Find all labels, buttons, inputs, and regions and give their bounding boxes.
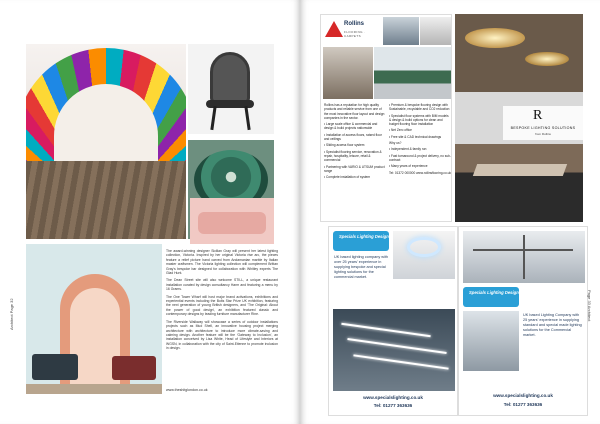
- page-folio-right: Page 33 Architect: [587, 290, 592, 322]
- specials-tel: Tel: 01277 363636: [373, 403, 413, 408]
- article-paragraph: The One Tower Wharf will host major brand activations, exhibitions and experiential events including the Bolts Star Prize UK exhibition, featuring the next generation of young British designers, and 'The Original: About the power of good design', an exhibition featured classic and contemporary designs by leading furniture manufacturer Rine.: [166, 294, 278, 317]
- article-body: [166, 249, 278, 354]
- right-page: [300, 0, 600, 424]
- office-ceiling-photo: [463, 311, 519, 371]
- ad-photo: [323, 47, 373, 99]
- ceiling-lights-photo: [455, 14, 583, 92]
- bespoke-lighting-advert: [455, 14, 583, 222]
- specials-logo: Specials Lighting Design: [333, 231, 389, 251]
- pink-sofa-photo: [190, 198, 274, 244]
- ad-photo: [383, 17, 419, 45]
- rollins-advert: [320, 14, 452, 222]
- article-paragraph: The award-winning designer Sicilian Gray will present her latest lighting collection, Victoria. Inspired by her original Victoria rise arc, the pieces feature a relief picture hand carved from Andamanian marble by Italian master craftsmen. The Victoria lighting collection will complement Brittan Gray's bespoke bar designed for collaboration with Whitley experts The Glad Hunt.: [166, 249, 278, 276]
- article-paragraph: The Dean Street site will also welcome STILL, a unique restaurant installation curated by design consultancy Harm and featuring a menu by 16 Grams.: [166, 278, 278, 292]
- rollins-logo: Rollins FLOORING · CARPETS: [323, 17, 381, 45]
- triangle-logo-icon: [325, 21, 343, 37]
- bridge-walkway: [26, 161, 186, 239]
- r-monogram: R: [533, 108, 543, 123]
- article-paragraph: The Riverside Walkway will showcase a series of outdoor installations projects such as Mud Shell, an innovative housing project merging architecture with architecture to introduce more climate-saving and calming design. Another feature will be the 'Gateway to Inclusion', an installation conceived by Lisa White, Head of Lifestyle and Interiors at WGSN, in collaboration with the city of Saint-Etienne to promote inclusion in design.: [166, 319, 278, 351]
- chair-photo: [188, 44, 274, 134]
- specials-description: UK based lighting company with over 25 years' experience in supplying bespoke and special lighting solutions for the commercial market.: [334, 255, 389, 279]
- arched-interior-photo: [26, 244, 162, 394]
- specials-advert-1: [328, 226, 458, 416]
- specials-url[interactable]: www.specialslighting.co.uk: [363, 395, 423, 400]
- rollins-copy-left: Rollins has a reputation for high quality products and reliable service from one of the most innovative floor layout and design companies in the sector. • Large scale office & commercial and design & build projects nationwide • Installation of access floors, raised floor and ceilings • Sliding access floor system • Specialist flooring service, renovation & repair, hospitality, leisure, retail & commercial • Partnering with VARIO & UTSUM product range • Complete installation of system: [324, 103, 385, 180]
- ad-photo: [420, 17, 451, 45]
- rainbow-bridge-photo: [26, 44, 186, 239]
- linear-lighting-photo: [333, 309, 455, 391]
- specials-description: UK based Lighting Company with 25 years' experience in supplying standard and special made lighting solutions for the Commercial market.: [523, 313, 582, 337]
- specials-url[interactable]: www.specialslighting.co.uk: [493, 393, 553, 398]
- article-url[interactable]: www.theshitglondon.co.uk: [166, 388, 208, 392]
- ceiling-ring-photo: [393, 231, 455, 279]
- specials-advert-2: [458, 226, 588, 416]
- specials-tel: Tel: 01277 363636: [503, 402, 543, 407]
- rollins-copy-right: • Premium & bespoke flooring design with Sustainable, recyclable and CO2 reduction • Specialist floor systems with BIM models & design & build options for clean and budget flooring floor installation • Net Zero office • Free site & CAD technical drawings Why us? • Independent & family run • Fast turnaround & project delivery, no sub-contract • Many years of experience Tel: 01372 000000 www.rollinsflooring.co.uk: [389, 103, 452, 175]
- page-folio-left: Architect Page 32: [9, 298, 14, 330]
- bespoke-brand-panel: R BESPOKE LIGHTING SOLUTIONS from Rollins: [503, 106, 583, 140]
- ad-photo: [374, 47, 451, 99]
- specials-logo: Specials Lighting Design: [463, 287, 519, 307]
- ceiling-grid-photo: [463, 231, 585, 283]
